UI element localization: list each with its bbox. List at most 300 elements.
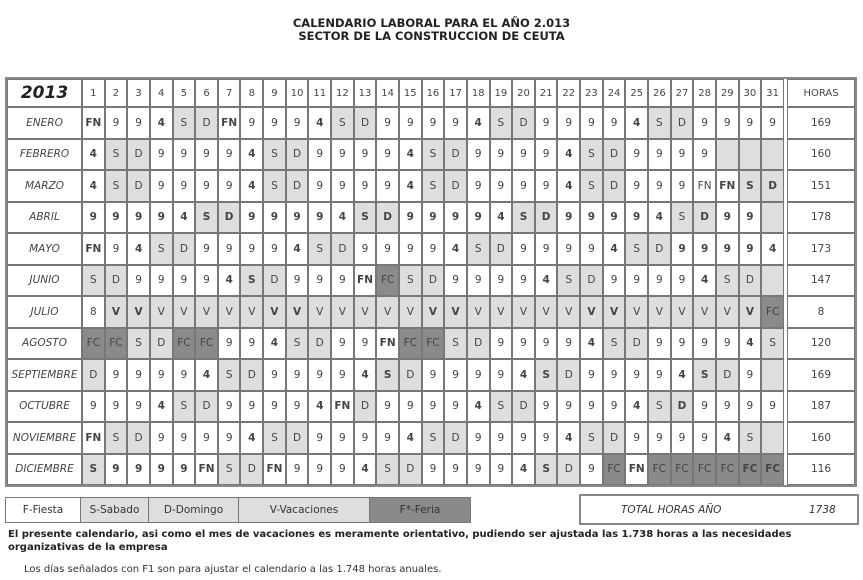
day-cell: S: [693, 359, 716, 391]
day-cell: V: [195, 296, 218, 328]
day-cell: 9: [535, 107, 558, 139]
day-cell: D: [535, 202, 558, 234]
day-cell: D: [467, 328, 490, 360]
day-cell: FN: [82, 422, 105, 454]
day-cell: D: [603, 170, 626, 202]
day-cell: 9: [240, 328, 263, 360]
day-cell: 9: [467, 265, 490, 297]
day-header: 16: [422, 79, 445, 107]
day-cell: S: [490, 391, 513, 423]
day-cell: FC: [173, 328, 196, 360]
day-cell: 9: [557, 233, 580, 265]
day-cell: D: [218, 202, 241, 234]
day-cell: 9: [354, 170, 377, 202]
day-cell: [761, 139, 784, 171]
title-line-2: SECTOR DE LA CONSTRUCCION DE CEUTA: [298, 29, 565, 43]
day-header: 17: [444, 79, 467, 107]
month-row: [7, 139, 855, 171]
title-line-1: CALENDARIO LABORAL PARA EL AÑO 2.013: [292, 16, 571, 30]
day-cell: 9: [218, 139, 241, 171]
month-name: ABRIL: [7, 202, 82, 234]
day-cell: 9: [490, 170, 513, 202]
day-cell: 4: [399, 139, 422, 171]
month-hours: 151: [787, 170, 855, 202]
total-hours-label: TOTAL HORAS AÑO: [621, 503, 722, 516]
day-cell: 9: [693, 233, 716, 265]
month-name: SEPTIEMBRE: [7, 359, 82, 391]
day-cell: V: [444, 296, 467, 328]
day-cell: 9: [218, 233, 241, 265]
day-cell: 9: [467, 139, 490, 171]
day-cell: S: [376, 454, 399, 486]
day-cell: [761, 359, 784, 391]
month-name: MAYO: [7, 233, 82, 265]
day-cell: 9: [444, 107, 467, 139]
day-cell: D: [399, 454, 422, 486]
day-cell: FN: [82, 107, 105, 139]
day-cell: D: [625, 328, 648, 360]
day-cell: 9: [308, 170, 331, 202]
day-cell: 9: [399, 233, 422, 265]
day-header: 19: [490, 79, 513, 107]
day-cell: S: [263, 139, 286, 171]
day-cell: V: [739, 296, 762, 328]
day-cell: 4: [671, 359, 694, 391]
day-cell: 9: [693, 107, 716, 139]
day-cell: 9: [105, 391, 128, 423]
day-cell: 9: [580, 391, 603, 423]
day-cell: FC: [761, 454, 784, 486]
day-cell: 9: [331, 170, 354, 202]
day-cell: S: [422, 139, 445, 171]
month-name: MARZO: [7, 170, 82, 202]
day-cell: 9: [467, 422, 490, 454]
day-cell: 4: [535, 265, 558, 297]
day-cell: 4: [173, 202, 196, 234]
day-cell: FC: [671, 454, 694, 486]
year-header: 2013: [7, 79, 82, 107]
day-cell: 9: [625, 422, 648, 454]
day-cell: V: [150, 296, 173, 328]
day-cell: 9: [127, 454, 150, 486]
day-cell: 4: [263, 328, 286, 360]
day-cell: 9: [422, 359, 445, 391]
day-cell: 4: [150, 391, 173, 423]
day-cell: 9: [173, 139, 196, 171]
day-cell: 9: [535, 422, 558, 454]
legend-fiesta: F-Fiesta: [6, 498, 81, 522]
day-cell: S: [331, 107, 354, 139]
day-cell: D: [127, 422, 150, 454]
month-name: FEBRERO: [7, 139, 82, 171]
day-cell: 4: [354, 359, 377, 391]
day-cell: FC: [422, 328, 445, 360]
day-cell: 9: [422, 233, 445, 265]
day-cell: 4: [648, 202, 671, 234]
day-cell: D: [557, 359, 580, 391]
day-cell: 9: [308, 422, 331, 454]
day-cell: FC: [376, 265, 399, 297]
day-cell: 4: [625, 391, 648, 423]
day-cell: 9: [716, 107, 739, 139]
day-cell: D: [399, 359, 422, 391]
day-cell: 9: [399, 202, 422, 234]
day-cell: D: [82, 359, 105, 391]
day-cell: 9: [580, 107, 603, 139]
day-header: 5: [173, 79, 196, 107]
day-cell: 9: [535, 391, 558, 423]
day-header: 21: [535, 79, 558, 107]
day-cell: 8: [82, 296, 105, 328]
day-cell: D: [671, 391, 694, 423]
day-cell: 9: [716, 202, 739, 234]
day-cell: S: [648, 107, 671, 139]
day-cell: 9: [603, 391, 626, 423]
day-cell: 9: [580, 202, 603, 234]
day-cell: 9: [490, 422, 513, 454]
day-cell: 9: [467, 454, 490, 486]
day-cell: S: [82, 454, 105, 486]
day-header: 27: [671, 79, 694, 107]
day-cell: 9: [490, 328, 513, 360]
day-cell: V: [490, 296, 513, 328]
day-cell: 9: [648, 139, 671, 171]
day-cell: 9: [693, 391, 716, 423]
day-cell: 9: [127, 391, 150, 423]
day-cell: 9: [354, 328, 377, 360]
day-cell: D: [173, 233, 196, 265]
day-cell: V: [716, 296, 739, 328]
day-cell: S: [263, 422, 286, 454]
day-cell: 4: [625, 107, 648, 139]
header-row: [7, 79, 855, 107]
month-row: [7, 454, 855, 486]
day-cell: 9: [422, 454, 445, 486]
day-cell: 9: [625, 170, 648, 202]
day-cell: 9: [716, 328, 739, 360]
day-cell: D: [761, 170, 784, 202]
day-cell: 9: [240, 233, 263, 265]
day-cell: 9: [512, 265, 535, 297]
day-cell: V: [580, 296, 603, 328]
day-cell: 4: [467, 391, 490, 423]
day-cell: 9: [173, 422, 196, 454]
day-cell: D: [195, 107, 218, 139]
day-cell: D: [512, 391, 535, 423]
day-header: 28: [693, 79, 716, 107]
day-cell: 9: [625, 202, 648, 234]
month-row: [7, 233, 855, 265]
day-cell: 9: [150, 202, 173, 234]
day-cell: D: [263, 265, 286, 297]
month-row: [7, 296, 855, 328]
day-cell: 9: [263, 202, 286, 234]
day-cell: 9: [308, 454, 331, 486]
day-cell: D: [127, 139, 150, 171]
day-cell: D: [557, 454, 580, 486]
day-cell: D: [739, 265, 762, 297]
day-cell: 4: [739, 328, 762, 360]
day-cell: 9: [580, 454, 603, 486]
orientative-note: El presente calendario, asi como el mes de vacaciones es meramente orientativo, pudiendo ser ajustada las 1.738 horas a las necesidades organizativas de la empresa: [8, 529, 792, 553]
day-cell: FC: [82, 328, 105, 360]
day-cell: 9: [173, 170, 196, 202]
day-cell: 9: [331, 328, 354, 360]
day-cell: S: [105, 422, 128, 454]
day-cell: 9: [354, 233, 377, 265]
day-cell: 9: [648, 170, 671, 202]
day-cell: V: [467, 296, 490, 328]
day-cell: 9: [286, 391, 309, 423]
day-cell: S: [648, 391, 671, 423]
day-cell: 9: [444, 359, 467, 391]
day-cell: 9: [105, 233, 128, 265]
day-cell: 4: [82, 170, 105, 202]
day-cell: D: [603, 139, 626, 171]
day-cell: 9: [354, 422, 377, 454]
total-hours-box: [579, 494, 859, 525]
day-cell: S: [490, 107, 513, 139]
day-cell: D: [490, 233, 513, 265]
day-cell: S: [105, 139, 128, 171]
day-cell: 9: [263, 107, 286, 139]
day-cell: 4: [331, 202, 354, 234]
day-cell: 4: [399, 422, 422, 454]
day-cell: D: [105, 265, 128, 297]
day-cell: D: [603, 422, 626, 454]
day-cell: 9: [105, 202, 128, 234]
day-cell: 9: [625, 265, 648, 297]
day-cell: 9: [761, 391, 784, 423]
day-cell: D: [422, 265, 445, 297]
day-cell: 9: [512, 170, 535, 202]
day-cell: 4: [127, 233, 150, 265]
day-cell: 9: [127, 107, 150, 139]
month-name: JUNIO: [7, 265, 82, 297]
day-cell: 9: [671, 265, 694, 297]
day-cell: FC: [195, 328, 218, 360]
day-cell: 9: [535, 170, 558, 202]
day-cell: V: [286, 296, 309, 328]
day-cell: 9: [761, 107, 784, 139]
day-cell: 9: [625, 359, 648, 391]
day-cell: S: [173, 107, 196, 139]
day-cell: 9: [150, 422, 173, 454]
day-cell: D: [716, 359, 739, 391]
day-cell: 9: [512, 422, 535, 454]
day-cell: FC: [648, 454, 671, 486]
day-cell: S: [286, 328, 309, 360]
day-cell: S: [444, 328, 467, 360]
day-header: 18: [467, 79, 490, 107]
day-cell: 4: [557, 170, 580, 202]
day-cell: 9: [286, 107, 309, 139]
day-cell: V: [173, 296, 196, 328]
day-cell: 9: [603, 202, 626, 234]
day-cell: S: [354, 202, 377, 234]
day-header: 2: [105, 79, 128, 107]
day-cell: 4: [308, 107, 331, 139]
day-cell: 9: [240, 391, 263, 423]
day-cell: 9: [218, 328, 241, 360]
day-cell: D: [150, 328, 173, 360]
day-cell: FN: [218, 107, 241, 139]
day-cell: 9: [444, 202, 467, 234]
day-cell: FN: [625, 454, 648, 486]
month-name: NOVIEMBRE: [7, 422, 82, 454]
day-header: 25: [625, 79, 648, 107]
day-cell: 9: [648, 328, 671, 360]
day-cell: D: [444, 170, 467, 202]
day-header: 10: [286, 79, 309, 107]
day-cell: 9: [263, 391, 286, 423]
month-hours: 187: [787, 391, 855, 423]
day-cell: 4: [716, 422, 739, 454]
day-cell: S: [603, 328, 626, 360]
day-cell: 9: [671, 233, 694, 265]
day-cell: S: [422, 422, 445, 454]
day-cell: D: [286, 422, 309, 454]
day-header: 13: [354, 79, 377, 107]
calendar-table: [5, 77, 857, 487]
day-header: 30: [739, 79, 762, 107]
day-cell: 9: [195, 265, 218, 297]
day-header: 22: [557, 79, 580, 107]
day-cell: 9: [376, 107, 399, 139]
day-header: 20: [512, 79, 535, 107]
day-cell: 9: [331, 422, 354, 454]
month-hours: 147: [787, 265, 855, 297]
day-cell: V: [263, 296, 286, 328]
day-cell: V: [648, 296, 671, 328]
day-cell: 9: [490, 454, 513, 486]
day-cell: 9: [331, 359, 354, 391]
day-cell: V: [693, 296, 716, 328]
day-cell: S: [399, 265, 422, 297]
day-cell: 4: [467, 107, 490, 139]
day-cell: V: [603, 296, 626, 328]
day-cell: 9: [195, 139, 218, 171]
day-cell: D: [354, 107, 377, 139]
month-hours: 178: [787, 202, 855, 234]
day-cell: 9: [173, 265, 196, 297]
day-cell: 9: [105, 359, 128, 391]
month-hours: 160: [787, 422, 855, 454]
day-cell: V: [127, 296, 150, 328]
day-cell: [761, 422, 784, 454]
day-cell: 9: [422, 202, 445, 234]
month-hours: 8: [787, 296, 855, 328]
day-cell: 9: [490, 359, 513, 391]
day-cell: 9: [308, 265, 331, 297]
day-cell: 9: [150, 139, 173, 171]
day-header: 9: [263, 79, 286, 107]
day-cell: D: [240, 454, 263, 486]
day-cell: 9: [218, 170, 241, 202]
day-cell: D: [671, 107, 694, 139]
day-cell: S: [625, 233, 648, 265]
day-cell: 4: [580, 328, 603, 360]
day-cell: 9: [286, 454, 309, 486]
day-cell: 9: [286, 265, 309, 297]
month-name: OCTUBRE: [7, 391, 82, 423]
month-hours: 120: [787, 328, 855, 360]
day-cell: 9: [557, 391, 580, 423]
day-cell: S: [739, 170, 762, 202]
day-cell: V: [535, 296, 558, 328]
day-cell: 9: [286, 202, 309, 234]
day-cell: D: [648, 233, 671, 265]
month-hours: 169: [787, 107, 855, 139]
day-cell: V: [422, 296, 445, 328]
day-cell: 9: [105, 107, 128, 139]
day-header: 15: [399, 79, 422, 107]
day-cell: 9: [557, 107, 580, 139]
day-cell: V: [308, 296, 331, 328]
day-cell: 9: [444, 454, 467, 486]
day-cell: [716, 139, 739, 171]
document-title: [0, 17, 863, 43]
month-name: DICIEMBRE: [7, 454, 82, 486]
month-row: [7, 202, 855, 234]
day-cell: 9: [376, 233, 399, 265]
day-header: 11: [308, 79, 331, 107]
month-row: [7, 170, 855, 202]
day-cell: 4: [240, 422, 263, 454]
day-cell: FC: [399, 328, 422, 360]
day-cell: 4: [444, 233, 467, 265]
day-cell: 4: [693, 265, 716, 297]
day-cell: 9: [580, 359, 603, 391]
day-cell: 9: [127, 359, 150, 391]
day-cell: 4: [240, 139, 263, 171]
day-cell: FC: [716, 454, 739, 486]
day-cell: D: [354, 391, 377, 423]
day-cell: [761, 265, 784, 297]
day-cell: 9: [557, 202, 580, 234]
day-cell: 4: [308, 391, 331, 423]
day-cell: V: [218, 296, 241, 328]
day-cell: S: [580, 422, 603, 454]
hours-header: HORAS: [787, 79, 855, 107]
day-cell: S: [218, 359, 241, 391]
day-cell: 9: [716, 233, 739, 265]
month-row: [7, 328, 855, 360]
month-row: [7, 422, 855, 454]
day-header: 6: [195, 79, 218, 107]
legend-feria: F*-Feria: [370, 498, 470, 522]
day-cell: S: [467, 233, 490, 265]
day-cell: 4: [490, 202, 513, 234]
day-cell: 9: [671, 422, 694, 454]
day-cell: D: [127, 170, 150, 202]
day-cell: 9: [535, 233, 558, 265]
day-cell: FC: [603, 454, 626, 486]
day-cell: 9: [625, 139, 648, 171]
day-cell: FN: [716, 170, 739, 202]
month-name: ENERO: [7, 107, 82, 139]
day-cell: 9: [693, 328, 716, 360]
day-cell: 9: [671, 170, 694, 202]
day-cell: 9: [376, 139, 399, 171]
month-hours: 116: [787, 454, 855, 486]
day-cell: D: [512, 107, 535, 139]
day-cell: 9: [603, 107, 626, 139]
day-cell: V: [331, 296, 354, 328]
month-row: [7, 391, 855, 423]
day-cell: S: [376, 359, 399, 391]
day-header: 14: [376, 79, 399, 107]
